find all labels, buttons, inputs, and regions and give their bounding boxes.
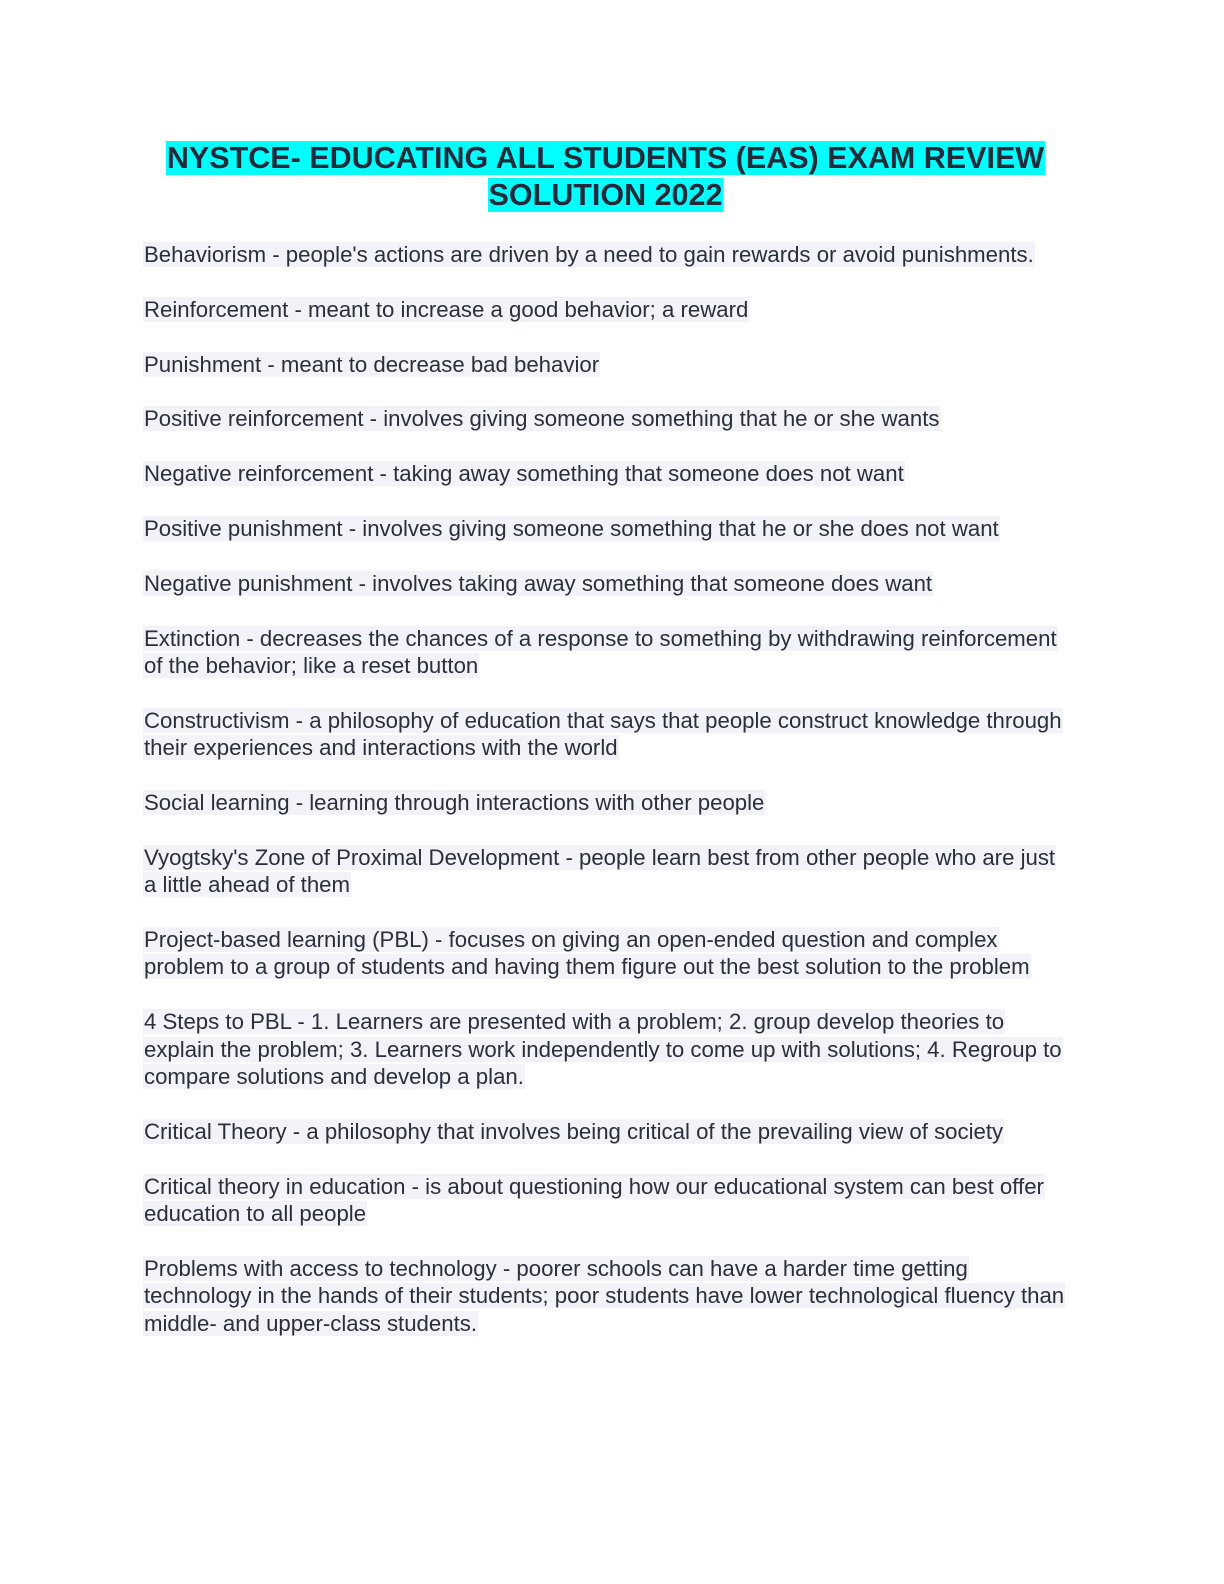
term-entry-text: Negative punishment - involves taking away something that someone does want [144, 570, 933, 596]
term-entry-social-learning [143, 789, 1068, 816]
term-entry-text: Negative reinforcement - taking away something that someone does not want [144, 461, 904, 487]
term-entry-text: Reinforcement - meant to increase a good behavior; a reward [144, 296, 749, 322]
term-entry-text: Positive reinforcement - involves giving someone something that he or she wants [144, 406, 940, 432]
term-entry-project-based-learning [143, 926, 1068, 981]
term-entry-text: Project-based learning (PBL) - focuses on giving an open-ended question and complex problem to a group of students and having them figure out the best solution to the problem [144, 926, 1030, 980]
term-entry-text: Behaviorism - people's actions are driven by a need to gain rewards or avoid punishments. [144, 242, 1034, 267]
document-title [143, 140, 1068, 214]
term-entry-behaviorism [143, 241, 1068, 268]
term-entry-steps-to-pbl [143, 1008, 1068, 1090]
term-entry-constructivism [143, 707, 1068, 762]
term-entry-punishment [143, 351, 1068, 378]
document-page [143, 140, 1068, 1364]
term-entry-text: Positive punishment - involves giving someone something that he or she does not want [144, 515, 999, 541]
term-entry-text: Critical Theory - a philosophy that involves being critical of the prevailing view of society [144, 1118, 1004, 1144]
term-entry-text: 4 Steps to PBL - 1. Learners are presented with a problem; 2. group develop theories to explain the problem; 3. Learners work independently to come up with solutions; 4. Regroup to compare solutions and develop a plan. [144, 1009, 1062, 1089]
term-entry-text: Punishment - meant to decrease bad behavior [144, 351, 600, 377]
title-line-2: SOLUTION 2022 [488, 178, 723, 212]
term-entry-reinforcement [143, 296, 1068, 323]
term-entry-text: Constructivism - a philosophy of education that says that people construct knowledge through their experiences and interactions with the world [144, 707, 1062, 761]
term-entry-positive-punishment [143, 515, 1068, 542]
term-entry-extinction [143, 625, 1068, 680]
term-entry-negative-punishment [143, 570, 1068, 597]
term-entry-critical-theory [143, 1118, 1068, 1145]
term-entry-text: Social learning - learning through interactions with other people [144, 789, 765, 815]
term-entry-zone-of-proximal-development [143, 844, 1068, 899]
term-entry-positive-reinforcement [143, 405, 1068, 432]
term-entry-text: Extinction - decreases the chances of a response to something by withdrawing reinforcement of the behavior; like a reset button [144, 625, 1057, 678]
term-entry-text: Problems with access to technology - poorer schools can have a harder time getting technology in the hands of their students; poor students have lower technological fluency than middle- and upper-class students. [144, 1255, 1065, 1336]
term-entry-text: Vyogtsky's Zone of Proximal Development - people learn best from other people who are just a little ahead of them [144, 844, 1056, 898]
term-entry-text: Critical theory in education - is about questioning how our educational system can best offer education to all people [144, 1173, 1044, 1226]
term-entry-negative-reinforcement [143, 460, 1068, 487]
term-list [143, 241, 1068, 1337]
term-entry-access-to-technology [143, 1255, 1068, 1337]
term-entry-critical-theory-in-education [143, 1173, 1068, 1228]
title-line-1: NYSTCE- EDUCATING ALL STUDENTS (EAS) EXAM REVIEW [166, 141, 1045, 175]
